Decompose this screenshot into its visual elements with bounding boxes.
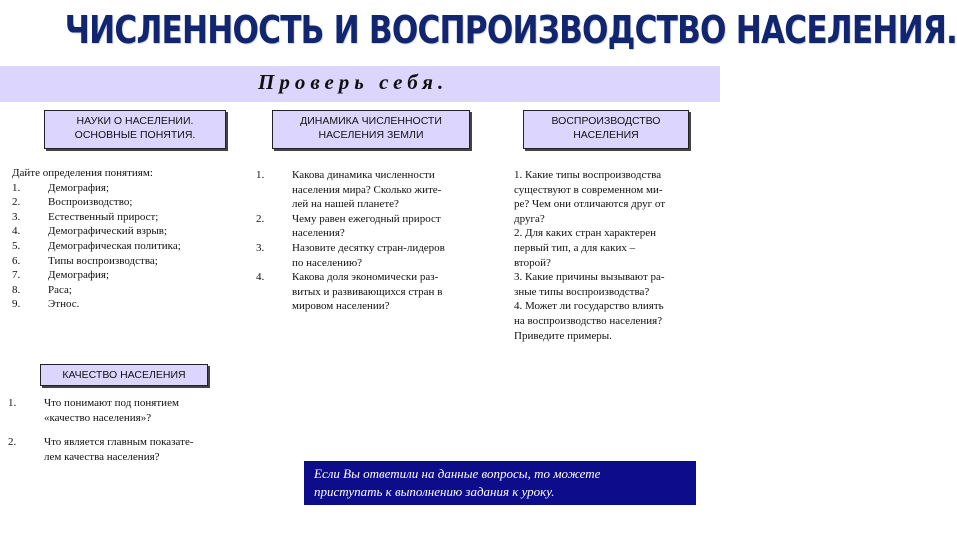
list-item: 9. Этнос. xyxy=(12,298,80,311)
list-item: 1. Какова динамика численности населения мира? Сколько жите- лей на нашей планете? xyxy=(256,169,442,211)
list-item: 8. Раса; xyxy=(12,283,72,296)
list-item: 7. Демография; xyxy=(12,269,110,282)
section-sciences-list xyxy=(12,166,242,312)
section-quality-list xyxy=(8,396,238,464)
final-note-line2: приступать к выполнению задания к уроку. xyxy=(314,484,555,499)
list-item: 6. Типы воспроизводства; xyxy=(12,254,158,267)
list-item: 2. Чему равен ежегодный прирост населения? xyxy=(256,212,441,240)
section-sciences-title-line2: ОСНОВНЫЕ ПОНЯТИЯ. xyxy=(74,129,196,141)
section-reproduction-title-line1: ВОСПРОИЗВОДСТВО xyxy=(551,115,661,127)
section-quality-title: КАЧЕСТВО НАСЕЛЕНИЯ xyxy=(62,369,186,381)
section-sciences-intro: Дайте определения понятиям: xyxy=(12,167,153,179)
list-item: 1. Что понимают под понятием «качество населения»? xyxy=(8,397,179,424)
section-reproduction-questions: 1. Какие типы воспроизводства существуют в современном ми- ре? Чем они отличаются друг от друга? 2. Для каких стран характерен первый тип, а для каких – второй? 3. Какие причины вызывают ра- зные типы воспроизводства? 4. Может ли государство влиять на воспроизводство населения? Приведите примеры. xyxy=(514,169,666,342)
list-item: 3. Назовите десятку стран-лидеров по населению? xyxy=(256,241,445,269)
section-dynamics-title-line1: ДИНАМИКА ЧИСЛЕННОСТИ xyxy=(300,115,442,127)
page-title: ЧИСЛЕННОСТЬ И ВОСПРОИЗВОДСТВО НАСЕЛЕНИЯ. xyxy=(64,8,957,52)
list-item: 2. Что является главным показате- лем качества населения? xyxy=(8,436,194,463)
section-dynamics-list xyxy=(256,168,486,314)
list-item: 5. Демографическая политика; xyxy=(12,239,181,252)
final-note-line1: Если Вы ответили на данные вопросы, то можете xyxy=(314,466,601,481)
section-sciences-title-line1: НАУКИ О НАСЕЛЕНИИ. xyxy=(76,115,194,127)
section-dynamics-header xyxy=(272,110,470,149)
page-subtitle: Проверь себя. xyxy=(258,70,449,94)
list-item: 4. Демографический взрыв; xyxy=(12,225,168,238)
list-item: 3. Естественный прирост; xyxy=(12,210,159,223)
section-reproduction-header xyxy=(523,110,689,149)
final-note-box xyxy=(304,461,696,505)
list-item: 4. Какова доля экономически раз- витых и развивающихся стран в мировом населении? xyxy=(256,271,443,313)
list-item: 2. Воспроизводство; xyxy=(12,196,133,209)
section-quality-header xyxy=(40,364,208,386)
section-sciences-header xyxy=(44,110,226,149)
list-item: 1. Демография; xyxy=(12,181,110,194)
section-reproduction-title-line2: НАСЕЛЕНИЯ xyxy=(573,129,639,141)
section-dynamics-title-line2: НАСЕЛЕНИЯ ЗЕМЛИ xyxy=(318,129,424,141)
